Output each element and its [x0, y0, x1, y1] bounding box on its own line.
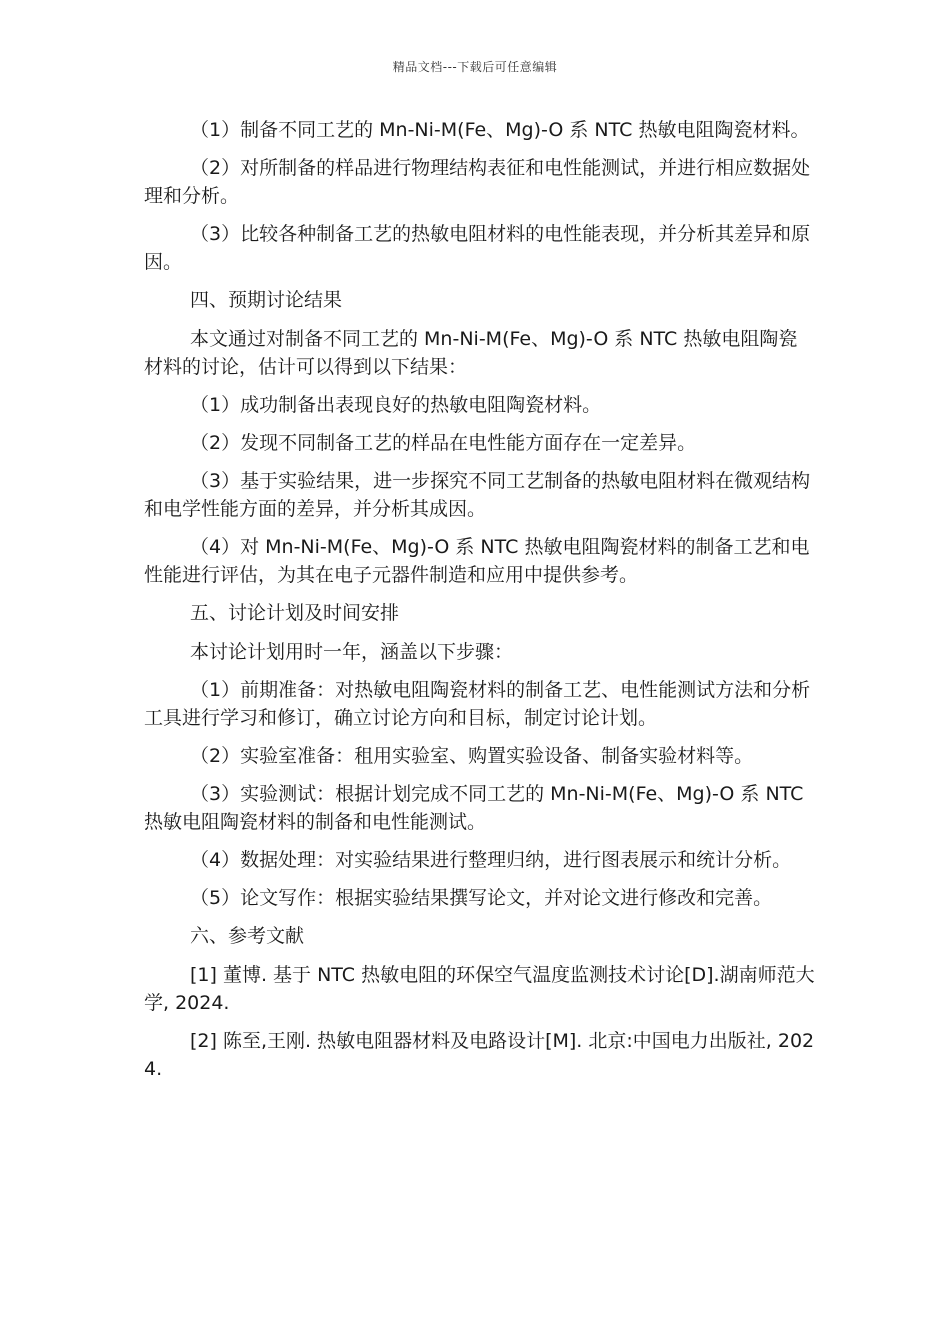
objective-item-3: （3）比较各种制备工艺的热敏电阻材料的电性能表现，并分析其差异和原因。 — [144, 223, 811, 273]
expected-result-item-4: （4）对 Mn-Ni-M(Fe、Mg)-O 系 NTC 热敏电阻陶瓷材料的制备工艺和电性能进行评估，为其在电子元器件制造和应用中提供参考。 — [144, 536, 810, 586]
section-heading-references: 六、参考文献 — [190, 925, 305, 947]
schedule-step-5: （5）论文写作：根据实验结果撰写论文，并对论文进行修改和完善。 — [190, 887, 773, 909]
document-body — [144, 116, 816, 1093]
expected-result-item-3: （3）基于实验结果，进一步探究不同工艺制备的热敏电阻材料在微观结构和电学性能方面的差异，并分析其成因。 — [144, 470, 811, 520]
expected-result-item-1: （1）成功制备出表现良好的热敏电阻陶瓷材料。 — [190, 394, 602, 416]
expected-result-item-2: （2）发现不同制备工艺的样品在电性能方面存在一定差异。 — [190, 432, 697, 454]
reference-item-1: [1] 董博. 基于 NTC 热敏电阻的环保空气温度监测技术讨论[D].湖南师范大学, 2024. — [144, 964, 815, 1014]
objective-item-1: （1）制备不同工艺的 Mn-Ni-M(Fe、Mg)-O 系 NTC 热敏电阻陶瓷材料。 — [190, 119, 810, 141]
reference-item-2: [2] 陈至,王刚. 热敏电阻器材料及电路设计[M]. 北京:中国电力出版社, 2024. — [144, 1030, 815, 1080]
schedule-step-4: （4）数据处理：对实验结果进行整理归纳，进行图表展示和统计分析。 — [190, 849, 792, 871]
section-heading-schedule: 五、讨论计划及时间安排 — [190, 602, 400, 624]
section-heading-expected-results: 四、预期讨论结果 — [190, 289, 343, 311]
expected-results-intro: 本文通过对制备不同工艺的 Mn-Ni-M(Fe、Mg)-O 系 NTC 热敏电阻陶瓷材料的讨论，估计可以得到以下结果： — [144, 328, 798, 378]
page-header: 精品文档---下载后可任意编辑 — [392, 60, 558, 74]
objective-item-2: （2）对所制备的样品进行物理结构表征和电性能测试，并进行相应数据处理和分析。 — [144, 157, 811, 207]
schedule-step-1: （1）前期准备：对热敏电阻陶瓷材料的制备工艺、电性能测试方法和分析工具进行学习和修订，确立讨论方向和目标，制定讨论计划。 — [144, 679, 811, 729]
schedule-step-3: （3）实验测试：根据计划完成不同工艺的 Mn-Ni-M(Fe、Mg)-O 系 NTC 热敏电阻陶瓷材料的制备和电性能测试。 — [144, 783, 804, 833]
schedule-intro: 本讨论计划用时一年，涵盖以下步骤： — [190, 641, 514, 663]
schedule-step-2: （2）实验室准备：租用实验室、购置实验设备、制备实验材料等。 — [190, 745, 754, 767]
